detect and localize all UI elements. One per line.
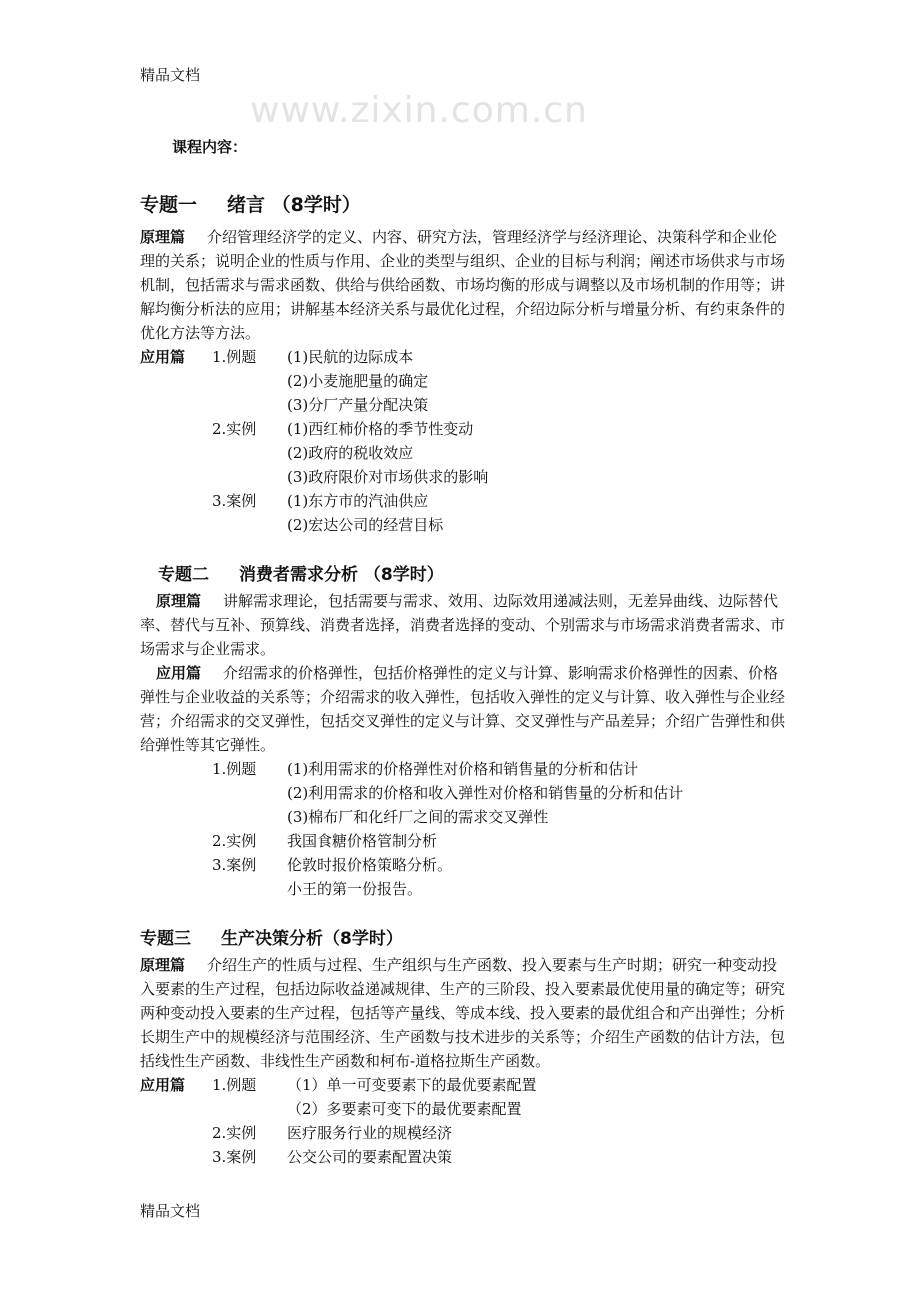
- list-row: [140, 369, 790, 393]
- list-item: （1）单一可变要素下的最优要素配置: [287, 1076, 537, 1094]
- list-item: (2)小麦施肥量的确定: [287, 372, 429, 390]
- topic1-heading: [140, 191, 790, 219]
- group-label: 1.例题: [212, 1076, 257, 1094]
- topic3-title: 生产决策分析（8学时）: [221, 929, 403, 949]
- topic1-title: 绪言 （8学时）: [227, 194, 361, 216]
- list-item: 我国食糖价格管制分析: [287, 832, 438, 850]
- list-item: (3)分厂产量分配决策: [287, 396, 429, 414]
- group-label: 3.案例: [212, 856, 257, 874]
- topic3-theory-line: 变动投入要素的生产过程，包括边际收益递减规律、生产的三阶段、投入要素最优使用量的: [140, 956, 778, 998]
- topic3-number: 专题三: [140, 929, 191, 949]
- list-item: (3)政府限价对市场供求的影响: [287, 468, 489, 486]
- topic2-app-line: 性与企业经营；介绍需求的交叉弹性，包括交叉弹性的定义与计算、交叉弹性与产品差异；: [140, 688, 786, 730]
- list-item: (1)利用需求的价格弹性对价格和销售量的分析和估计: [287, 760, 639, 778]
- topic2-theory-line: 费者需求、市场需求与企业需求。: [140, 616, 786, 658]
- list-row: [140, 465, 790, 489]
- topic2-heading: [140, 561, 790, 589]
- list-item: (1)东方市的汽油供应: [287, 492, 429, 510]
- list-row: [140, 513, 790, 537]
- topic3-theory-line: 合和产出弹性；分析长期生产中的规模经济与范围经济、生产函数与技术进步的关系等；介: [140, 1004, 786, 1046]
- topic3-app-label: 应用篇: [140, 1076, 186, 1094]
- topic1-theory: [140, 225, 790, 345]
- list-item: (3)棉布厂和化纤厂之间的需求交叉弹性: [287, 808, 549, 826]
- group-label: 2.实例: [212, 1124, 257, 1142]
- list-item: (2)政府的税收效应: [287, 444, 414, 462]
- list-row: [140, 1121, 790, 1145]
- topic1-number: 专题一: [140, 194, 198, 216]
- topic1-theory-line: 与增量分析、有约束条件的优化方法等方法。: [140, 300, 786, 342]
- group-label: 2.实例: [212, 420, 257, 438]
- list-row: [140, 393, 790, 417]
- course-content-label: 课程内容：: [172, 138, 248, 156]
- list-row: [140, 1073, 790, 1097]
- topic2-app-line: 介绍广告弹性和供给弹性等其它弹性。: [140, 712, 786, 754]
- topic2-theory: [140, 589, 790, 661]
- topic3-theory-label: 原理篇: [140, 956, 186, 974]
- list-item: 公交公司的要素配置决策: [287, 1148, 453, 1166]
- topic1-theory-line: 场供求与市场机制，包括需求与需求函数、供给与供给函数、市场均衡的形成与调整以及市: [140, 252, 786, 294]
- topic2-app-line: 价格弹性与企业收益的关系等；介绍需求的收入弹性，包括收入弹性的定义与计算、收入弹: [140, 664, 779, 706]
- list-row: [140, 489, 790, 513]
- topic1-theory-label: 原理篇: [140, 228, 186, 246]
- topic2-app-line: 介绍需求的价格弹性，包括价格弹性的定义与计算、影响需求价格弹性的因素、: [223, 664, 749, 682]
- document-page: [140, 0, 790, 1263]
- watermark: www.zixin.com.cn: [250, 90, 588, 131]
- group-label: 1.例题: [212, 760, 257, 778]
- group-label: 3.案例: [212, 1148, 257, 1166]
- group-label: 3.案例: [212, 492, 257, 510]
- topic1-app-label: 应用篇: [140, 348, 186, 366]
- topic3-theory-line: 确定等；研究两种变动投入要素的生产过程，包括等产量线、等成本线、投入要素的最优组: [140, 980, 786, 1022]
- list-row: [140, 805, 790, 829]
- topic2-theory-label: 原理篇: [156, 592, 202, 610]
- list-row: [140, 345, 790, 369]
- list-row: [140, 1145, 790, 1169]
- topic1-theory-line: 介绍管理经济学的定义、内容、研究方法，管理经济学与经济理论、决策科学和: [207, 228, 733, 246]
- topic1-theory-line: 场机制的作用等；讲解均衡分析法的应用；讲解基本经济关系与最优化过程，介绍边际分析: [140, 276, 786, 318]
- topic2-app: [140, 661, 790, 757]
- list-row: [140, 417, 790, 441]
- topic3-theory: [140, 953, 790, 1073]
- topic2-title: 消费者需求分析 （8学时）: [239, 565, 444, 585]
- group-label: 1.例题: [212, 348, 257, 366]
- page-header: 精品文档: [140, 66, 201, 84]
- topic2-app-label: 应用篇: [156, 664, 202, 682]
- list-row: [140, 877, 790, 901]
- list-item: （2）多要素可变下的最优要素配置: [287, 1100, 522, 1118]
- list-row: [140, 829, 790, 853]
- topic3-theory-line: 绍生产函数的估计方法，包括线性生产函数、非线性生产函数和柯布-道格拉斯生产函数。: [140, 1028, 786, 1070]
- list-row: [140, 1097, 790, 1121]
- list-item: (1)民航的边际成本: [287, 348, 414, 366]
- list-item: 医疗服务行业的规模经济: [287, 1124, 453, 1142]
- topic2-theory-line: 讲解需求理论，包括需要与需求、效用、边际效用递减法则，无差异曲线、边: [223, 592, 734, 610]
- list-row: [140, 441, 790, 465]
- list-item: (2)利用需求的价格和收入弹性对价格和销售量的分析和估计: [287, 784, 684, 802]
- list-row: [140, 757, 790, 781]
- list-item: 小王的第一份报告。: [287, 880, 423, 898]
- topic3-heading: [140, 925, 790, 953]
- topic2-theory-line: 际替代率、替代与互补、预算线、消费者选择，消费者选择的变动、个别需求与市场需求消: [140, 592, 779, 634]
- topic1-theory-line: 企业伦理的关系；说明企业的性质与作用、企业的类型与组织、企业的目标与利润；阐述市: [140, 228, 778, 270]
- page-footer: 精品文档: [140, 1202, 201, 1220]
- list-row: [140, 853, 790, 877]
- topic2-number: 专题二: [158, 565, 209, 585]
- group-label: 2.实例: [212, 832, 257, 850]
- list-row: [140, 781, 790, 805]
- list-item: 伦敦时报价格策略分析。: [287, 856, 453, 874]
- topic3-theory-line: 介绍生产的性质与过程、生产组织与生产函数、投入要素与生产时期；研究一种: [207, 956, 733, 974]
- list-item: (1)西红柿价格的季节性变动: [287, 420, 474, 438]
- list-item: (2)宏达公司的经营目标: [287, 516, 444, 534]
